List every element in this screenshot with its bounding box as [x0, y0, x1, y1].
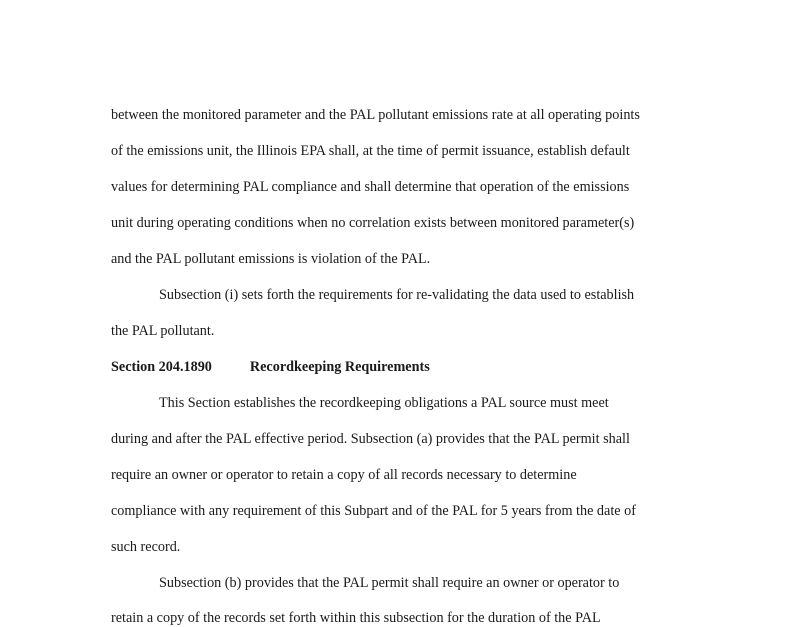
- paragraph-1-line-2: of the emissions unit, the Illinois EPA shall, at the time of permit issuance, establish default: [111, 143, 630, 159]
- paragraph-3-line-3: require an owner or operator to retain a copy of all records necessary to determine: [111, 467, 577, 483]
- paragraph-1-line-1: between the monitored parameter and the PAL pollutant emissions rate at all operating points: [111, 107, 640, 123]
- paragraph-3-line-5: such record.: [111, 539, 181, 555]
- section-title: Recordkeeping Requirements: [249, 359, 430, 375]
- paragraph-3-line-1: This Section establishes the recordkeeping obligations a PAL source must meet: [159, 395, 609, 411]
- section-number: Section 204.1890: [111, 359, 212, 375]
- paragraph-1-line-3: values for determining PAL compliance and shall determine that operation of the emissions: [111, 179, 630, 195]
- paragraph-2-line-2: the PAL pollutant.: [111, 323, 215, 339]
- paragraph-2-line-1: Subsection (i) sets forth the requirements for re-validating the data used to establish: [159, 287, 635, 303]
- section-heading: [111, 358, 430, 376]
- paragraph-1-line-4: unit during operating conditions when no correlation exists between monitored parameter(s): [111, 215, 635, 231]
- paragraph-4-line-1: Subsection (b) provides that the PAL permit shall require an owner or operator to: [159, 575, 620, 591]
- paragraph-3-line-4: compliance with any requirement of this Subpart and of the PAL for 5 years from the date of: [111, 503, 636, 519]
- paragraph-4-line-2: retain a copy of the records set forth within this subsection for the duration of the PAL: [111, 610, 601, 626]
- paragraph-1-line-5: and the PAL pollutant emissions is violation of the PAL.: [111, 251, 431, 267]
- paragraph-3-line-2: during and after the PAL effective period. Subsection (a) provides that the PAL permit shall: [111, 431, 630, 447]
